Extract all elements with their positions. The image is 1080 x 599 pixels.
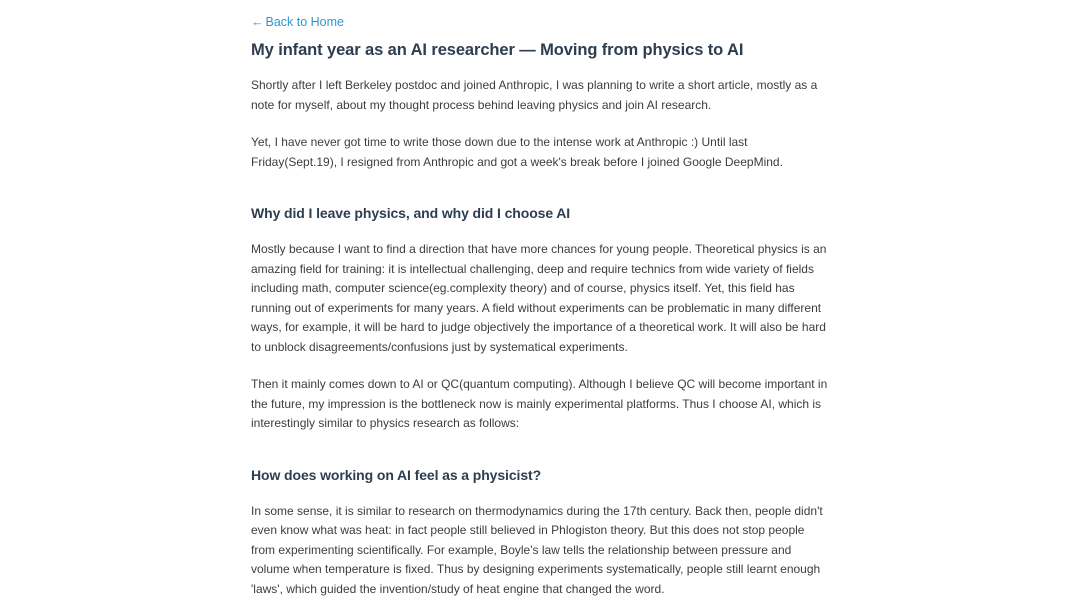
article-paragraph: Mostly because I want to find a direction that have more chances for young people. Theoretical physics is an amazing field for training: it is intellectual challenging, deep and require technics from wide variety of fields including math, computer science(eg.complexity theory) and of course, physics itself. Yet, this field has running out of experiments for many years. A field without experiments can be problematic in many different ways, for example, it will be hard to judge objectively the importance of a theoretical work. It will also be hard to unblock disagreements/confusions just by systematical experiments. [251, 240, 829, 357]
back-to-home-link[interactable] [251, 15, 344, 30]
page-title: My infant year as an AI researcher — Moving from physics to AI [251, 39, 829, 61]
article-paragraph: Shortly after I left Berkeley postdoc and joined Anthropic, I was planning to write a short article, mostly as a note for myself, about my thought process behind leaving physics and join AI research. [251, 76, 829, 115]
article-body [251, 76, 829, 599]
article-paragraph: Yet, I have never got time to write those down due to the intense work at Anthropic :) Until last Friday(Sept.19), I resigned from Anthropic and got a week's break before I joined Google DeepMind. [251, 133, 829, 172]
article-container [251, 0, 829, 599]
article-paragraph: In some sense, it is similar to research on thermodynamics during the 17th century. Back then, people didn't even know what was heat: in fact people still believed in Phlogiston theory. But this does not stop people from experimenting scientifically. For example, Boyle's law tells the relationship between pressure and volume when temperature is fixed. Thus by designing experiments systematically, people still learnt enough 'laws', which guided the invention/study of heat engine that changed the word. [251, 502, 829, 599]
back-to-home-label: Back to Home [266, 15, 345, 29]
left-arrow-icon: ← [251, 15, 264, 29]
article-paragraph: Then it mainly comes down to AI or QC(quantum computing). Although I believe QC will become important in the future, my impression is the bottleneck now is mainly experimental platforms. Thus I choose AI, which is interestingly similar to physics research as follows: [251, 375, 829, 434]
section-heading: How does working on AI feel as a physicist? [251, 465, 829, 485]
section-heading: Why did I leave physics, and why did I choose AI [251, 203, 829, 223]
